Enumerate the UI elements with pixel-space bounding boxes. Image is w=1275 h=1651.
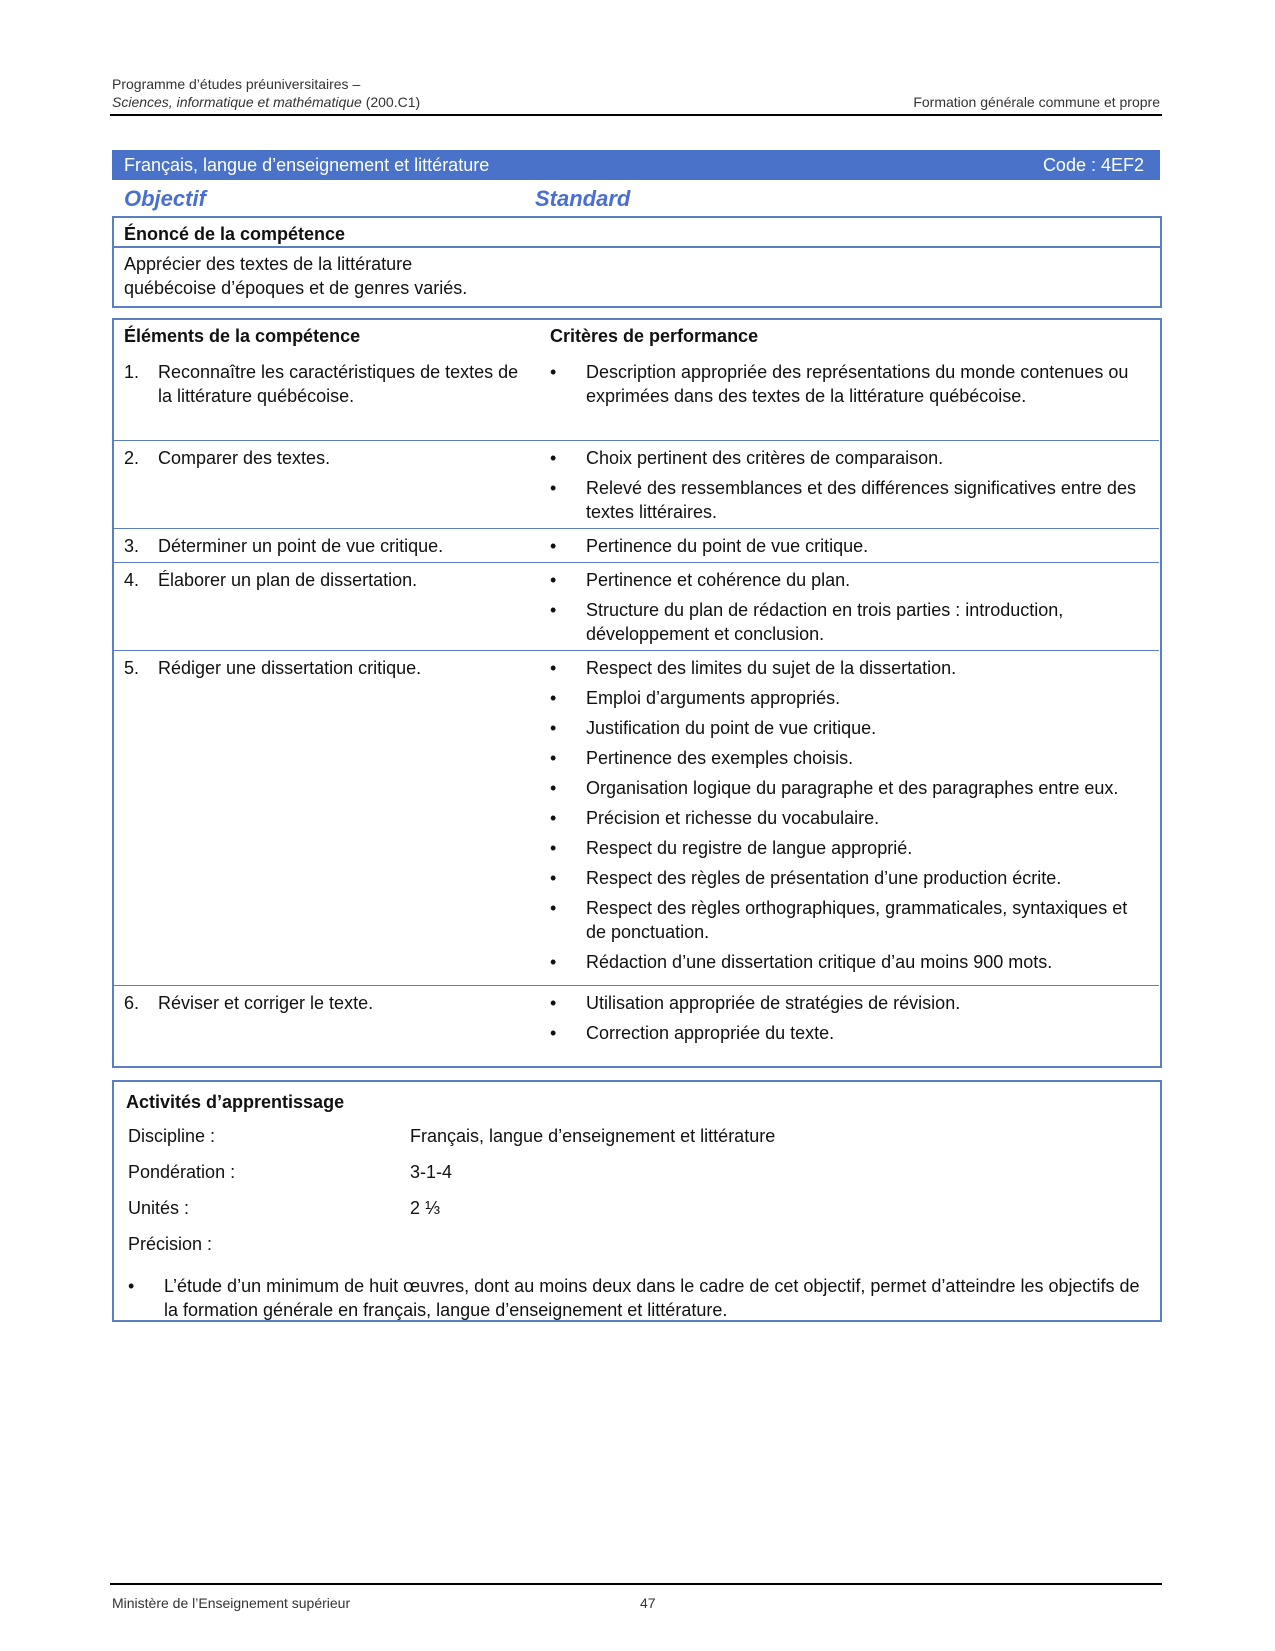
bullet-icon: • bbox=[550, 868, 557, 888]
element-text: Élaborer un plan de dissertation. bbox=[158, 570, 418, 590]
precision-label: Précision : bbox=[128, 1234, 213, 1254]
element-number: 6. bbox=[124, 993, 140, 1013]
criteria-cell bbox=[550, 360, 1150, 414]
course-title: Français, langue d’enseignement et littérature bbox=[124, 154, 490, 175]
elements-heading: Éléments de la compétence bbox=[124, 326, 361, 346]
criterion-text: Correction appropriée du texte. bbox=[586, 1023, 835, 1043]
criteria-cell bbox=[550, 534, 1150, 564]
criterion-item bbox=[550, 446, 1150, 470]
criterion-item bbox=[550, 866, 1150, 890]
header-right: Formation générale commune et propre bbox=[913, 94, 1160, 110]
page-footer bbox=[112, 1595, 672, 1611]
bullet-icon: • bbox=[550, 1023, 557, 1043]
criterion-text: Organisation logique du paragraphe et des paragraphes entre eux. bbox=[586, 778, 1119, 798]
element-cell bbox=[124, 656, 534, 680]
bullet-icon: • bbox=[550, 718, 557, 738]
bullet-icon: • bbox=[550, 838, 557, 858]
bullet-icon: • bbox=[550, 658, 557, 678]
element-text: Rédiger une dissertation critique. bbox=[158, 658, 422, 678]
discipline-line bbox=[128, 1126, 776, 1147]
discipline-value: Français, langue d’enseignement et littérature bbox=[410, 1126, 776, 1146]
criterion-item bbox=[550, 568, 1150, 592]
criterion-item bbox=[550, 746, 1150, 770]
criterion-item bbox=[550, 534, 1150, 558]
bullet-icon: • bbox=[550, 688, 557, 708]
bullet-icon: • bbox=[550, 952, 557, 972]
ponderation-label: Pondération : bbox=[128, 1162, 236, 1182]
criteria-cell bbox=[550, 656, 1150, 980]
criterion-text: Description appropriée des représentations du monde contenues ou exprimées dans des textes de la littérature québécoise. bbox=[586, 362, 1129, 406]
element-text: Comparer des textes. bbox=[158, 448, 331, 468]
element-cell bbox=[124, 534, 534, 558]
element-text: Déterminer un point de vue critique. bbox=[158, 536, 444, 556]
bullet-icon: • bbox=[550, 448, 557, 468]
criterion-item bbox=[550, 656, 1150, 680]
criterion-text: Respect des règles de présentation d’une production écrite. bbox=[586, 868, 1062, 888]
bullet-icon: • bbox=[550, 898, 557, 918]
unites-line bbox=[128, 1198, 441, 1219]
criterion-item bbox=[550, 598, 1150, 646]
footer-ministry: Ministère de l’Enseignement supérieur bbox=[112, 1595, 351, 1611]
standard-label: Standard bbox=[535, 186, 631, 211]
precision-text: L’étude d’un minimum de huit œuvres, dont au moins deux dans le cadre de cet objectif, permet d’atteindre les objectifs de la formation générale en français, langue d’enseignement et littérature. bbox=[164, 1276, 1140, 1320]
element-number: 2. bbox=[124, 448, 140, 468]
element-cell bbox=[124, 991, 534, 1015]
criterion-text: Emploi d’arguments appropriés. bbox=[586, 688, 841, 708]
activites-heading: Activités d’apprentissage bbox=[126, 1092, 345, 1112]
criterion-item bbox=[550, 806, 1150, 830]
criterion-text: Respect des règles orthographiques, grammaticales, syntaxiques et de ponctuation. bbox=[586, 898, 1128, 942]
criterion-item bbox=[550, 950, 1150, 974]
header-program-name: Sciences, informatique et mathématique (200.C1) bbox=[112, 94, 421, 110]
bullet-icon: • bbox=[128, 1276, 135, 1296]
ponderation-value: 3-1-4 bbox=[410, 1162, 453, 1182]
competence-row bbox=[114, 440, 1159, 529]
criterion-text: Respect des limites du sujet de la dissertation. bbox=[586, 658, 957, 678]
competence-row bbox=[114, 528, 1159, 563]
criterion-text: Justification du point de vue critique. bbox=[586, 718, 877, 738]
footer-rule bbox=[110, 1583, 1162, 1585]
element-cell bbox=[124, 446, 534, 470]
enonce-line-1: Apprécier des textes de la littérature bbox=[124, 254, 413, 274]
unites-value: 2 ⅓ bbox=[410, 1198, 441, 1218]
criterion-item bbox=[550, 991, 1150, 1015]
element-number: 1. bbox=[124, 362, 140, 382]
competence-row bbox=[114, 650, 1159, 986]
bullet-icon: • bbox=[550, 778, 557, 798]
bullet-icon: • bbox=[550, 362, 557, 382]
precision-item bbox=[128, 1274, 1148, 1322]
page-header bbox=[112, 76, 1160, 110]
element-text: Réviser et corriger le texte. bbox=[158, 993, 374, 1013]
bullet-icon: • bbox=[550, 808, 557, 828]
course-code: Code : 4EF2 bbox=[1042, 154, 1144, 175]
ponderation-line bbox=[128, 1162, 453, 1183]
criterion-text: Pertinence du point de vue critique. bbox=[586, 536, 869, 556]
criteria-heading: Critères de performance bbox=[550, 326, 759, 346]
criterion-item bbox=[550, 360, 1150, 408]
bullet-icon: • bbox=[550, 536, 557, 556]
criterion-text: Respect du registre de langue approprié. bbox=[586, 838, 913, 858]
header-rule bbox=[110, 114, 1162, 116]
competence-elements-table bbox=[112, 318, 1162, 1068]
competence-row bbox=[114, 562, 1159, 651]
criterion-item bbox=[550, 1021, 1150, 1045]
criterion-item bbox=[550, 716, 1150, 740]
page-number: 47 bbox=[640, 1595, 656, 1611]
activites-box bbox=[112, 1080, 1162, 1322]
criterion-text: Relevé des ressemblances et des différences significatives entre des textes littéraires. bbox=[586, 478, 1136, 522]
enonce-heading: Énoncé de la compétence bbox=[114, 218, 1160, 248]
bullet-icon: • bbox=[550, 570, 557, 590]
criterion-item bbox=[550, 836, 1150, 860]
criterion-item bbox=[550, 476, 1150, 524]
element-text: Reconnaître les caractéristiques de textes de la littérature québécoise. bbox=[158, 362, 519, 406]
enonce-box bbox=[112, 216, 1162, 308]
criterion-text: Pertinence des exemples choisis. bbox=[586, 748, 854, 768]
discipline-label: Discipline : bbox=[128, 1126, 216, 1146]
bullet-icon: • bbox=[550, 748, 557, 768]
criteria-cell bbox=[550, 446, 1150, 530]
criterion-item bbox=[550, 776, 1150, 800]
header-program: Programme d’études préuniversitaires – bbox=[112, 76, 361, 92]
course-title-bar bbox=[112, 150, 1160, 180]
element-number: 3. bbox=[124, 536, 140, 556]
bullet-icon: • bbox=[550, 993, 557, 1013]
bullet-icon: • bbox=[550, 478, 557, 498]
objective-standard-row bbox=[124, 186, 1154, 214]
element-number: 5. bbox=[124, 658, 140, 678]
criterion-text: Structure du plan de rédaction en trois parties : introduction, développement et conclusion. bbox=[586, 600, 1064, 644]
element-cell bbox=[124, 360, 534, 408]
criterion-text: Précision et richesse du vocabulaire. bbox=[586, 808, 880, 828]
element-cell bbox=[124, 568, 534, 592]
competence-row bbox=[114, 985, 1159, 1055]
objectif-label: Objectif bbox=[124, 186, 206, 211]
criteria-cell bbox=[550, 568, 1150, 652]
bullet-icon: • bbox=[550, 600, 557, 620]
criterion-text: Rédaction d’une dissertation critique d’au moins 900 mots. bbox=[586, 952, 1053, 972]
criterion-text: Pertinence et cohérence du plan. bbox=[586, 570, 851, 590]
criteria-cell bbox=[550, 991, 1150, 1051]
criterion-text: Choix pertinent des critères de comparaison. bbox=[586, 448, 944, 468]
unites-label: Unités : bbox=[128, 1198, 190, 1218]
element-number: 4. bbox=[124, 570, 140, 590]
competence-row bbox=[114, 354, 1159, 441]
enonce-line-2: québécoise d’époques et de genres variés. bbox=[124, 278, 468, 298]
criterion-text: Utilisation appropriée de stratégies de révision. bbox=[586, 993, 961, 1013]
criterion-item bbox=[550, 896, 1150, 944]
criterion-item bbox=[550, 686, 1150, 710]
